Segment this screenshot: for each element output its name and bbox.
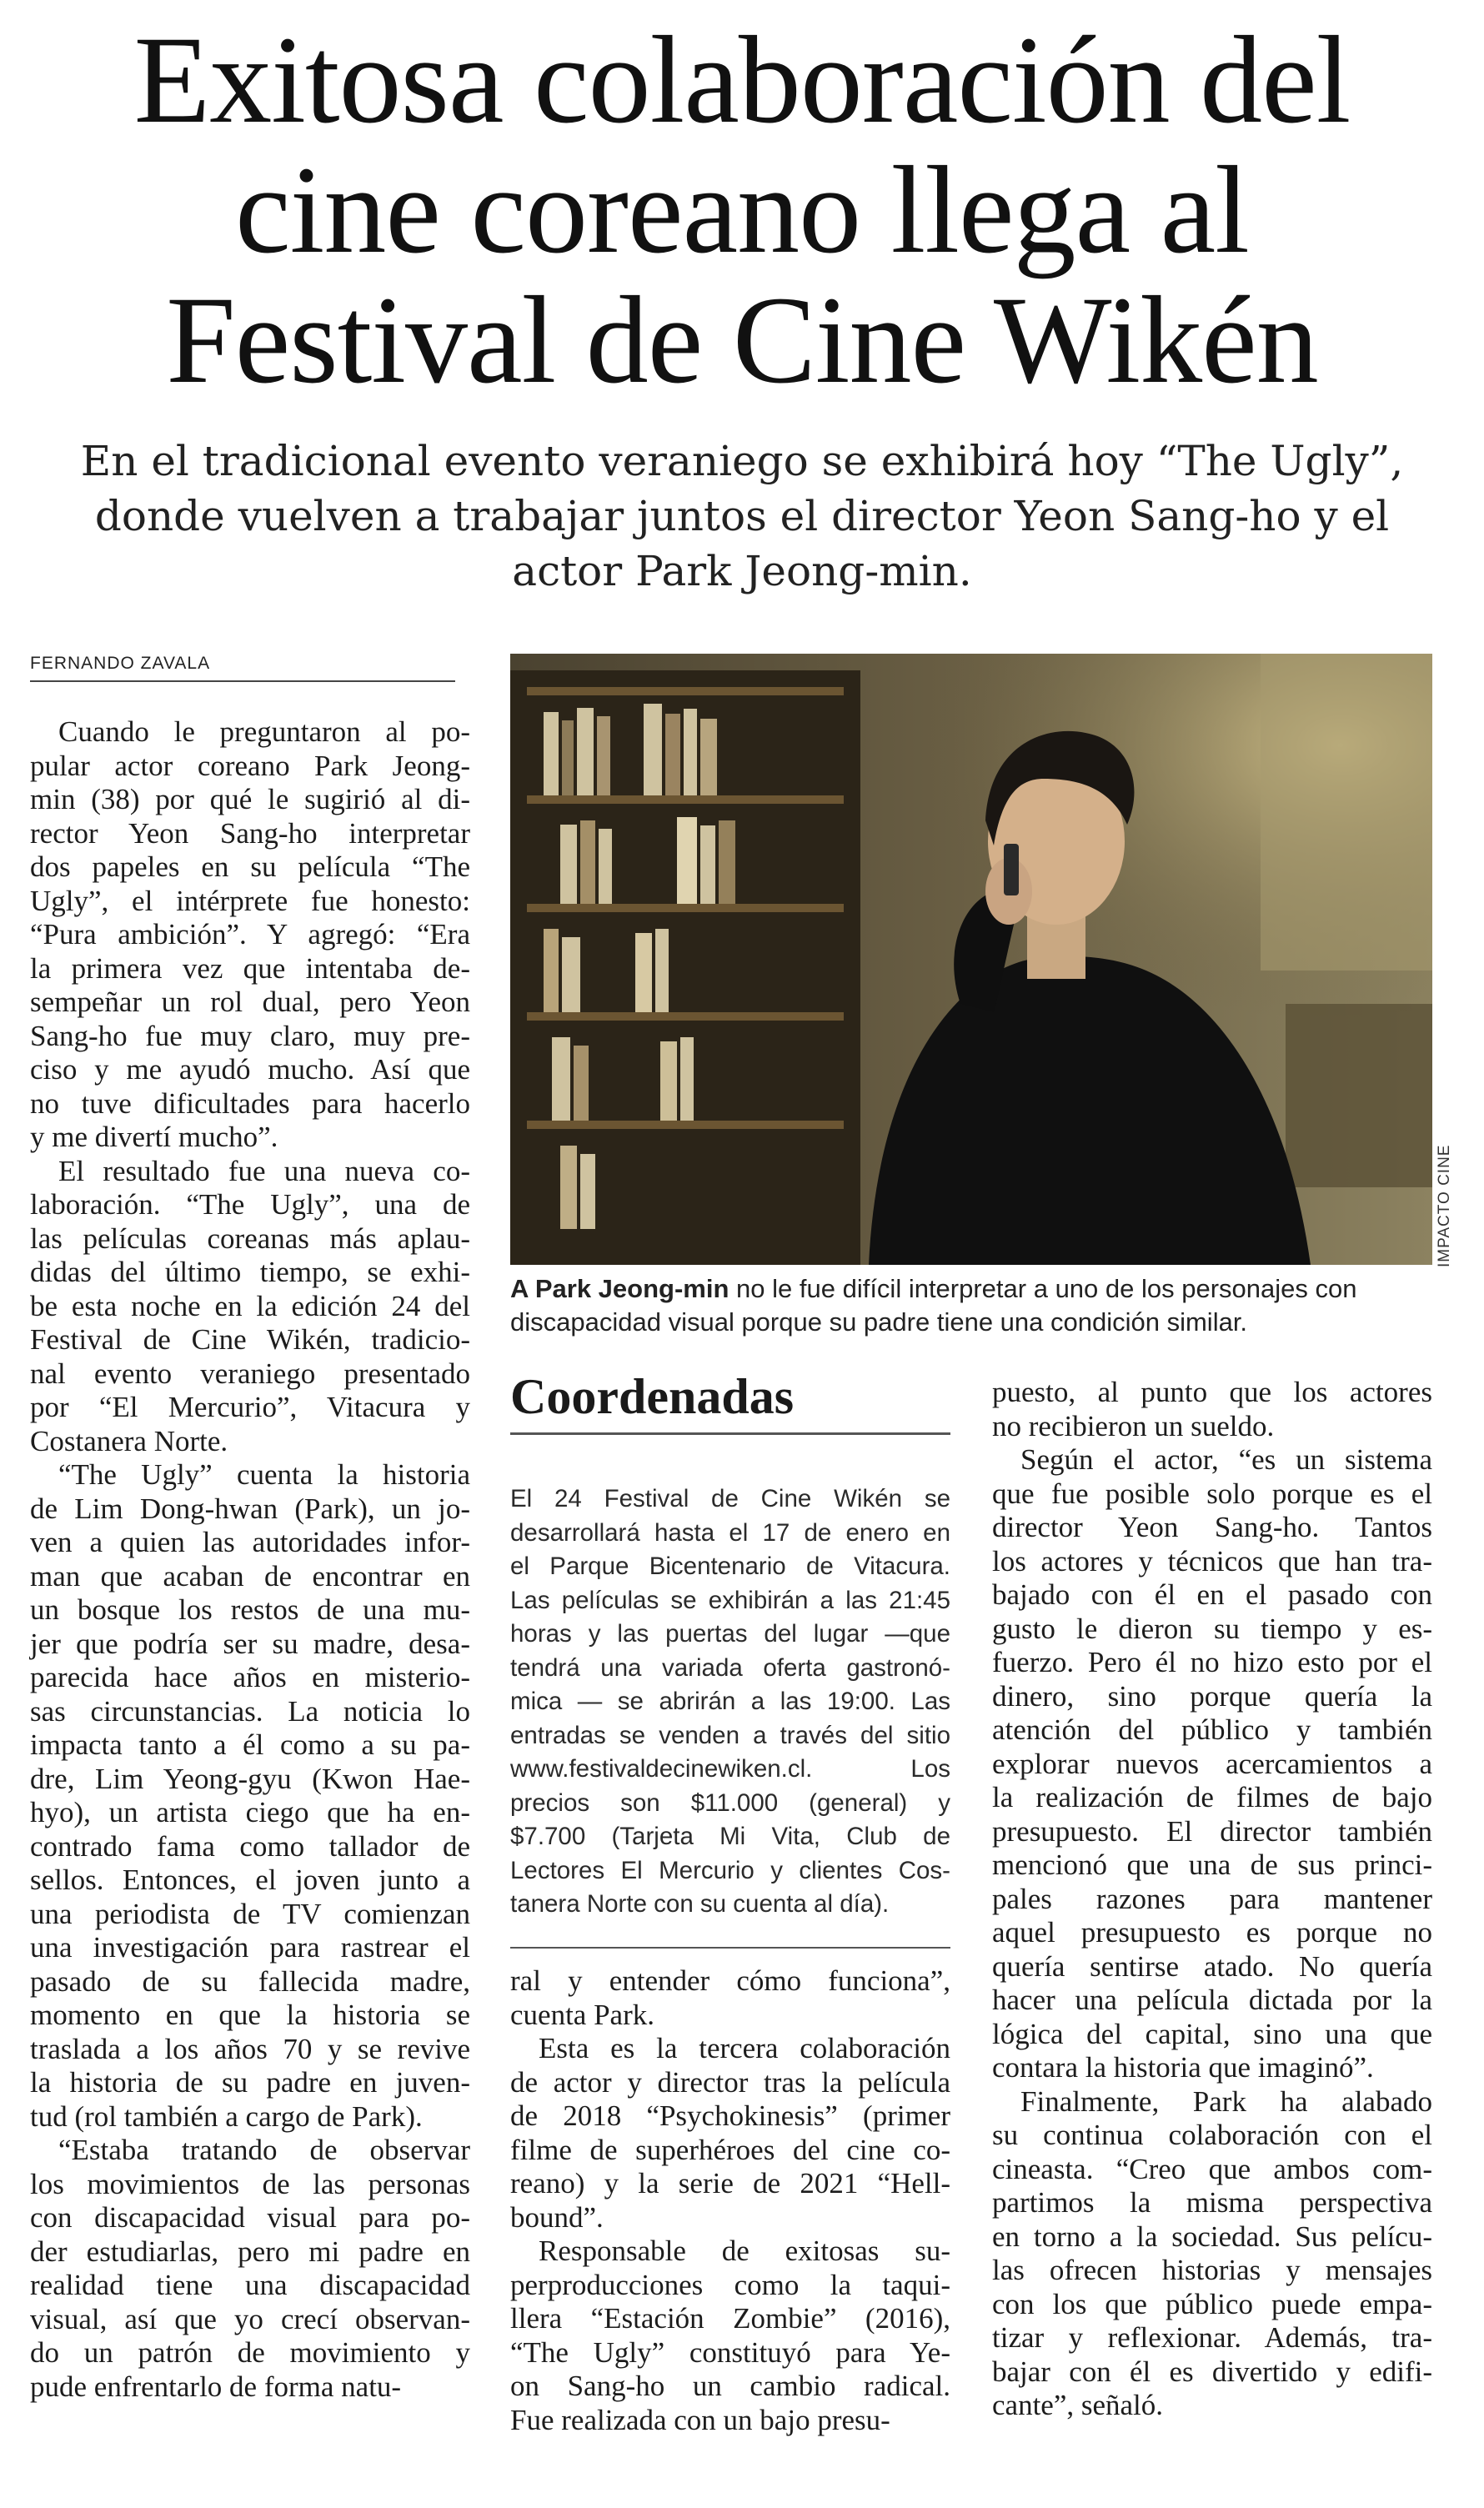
text-line: Sang-ho fue muy claro, muy pre- (30, 1019, 470, 1052)
text-line: cineasta. “Creo que ambos com- (992, 2152, 1432, 2185)
text-line: con discapacidad visual para po- (30, 2201, 470, 2234)
text-line: Festival de Cine Wikén, tradicio- (30, 1323, 470, 1356)
headline-line: cine coreano llega al (235, 141, 1249, 279)
text-line: dos papeles en su película “The (30, 850, 470, 883)
text-line: El resultado fue una nueva co- (58, 1154, 470, 1187)
text-line: puesto, al punto que los actores (992, 1376, 1432, 1408)
photo-illustration (510, 654, 1432, 1265)
text-line: do un patrón de movimiento y (30, 2336, 470, 2369)
text-line: director Yeon Sang-ho. Tantos (992, 1511, 1432, 1543)
text-line: mencionó que una de sus princi- (992, 1848, 1432, 1881)
sidebar-line: desarrollará hasta el 17 de enero en (510, 1518, 950, 1547)
text-line: Según el actor, “es un sistema (1020, 1443, 1432, 1476)
text-line: contrado fama como tallador de (30, 1829, 470, 1863)
text-line: la primera vez que intentaba de- (30, 951, 470, 985)
sidebar-line: horas y las puertas del lugar —que (510, 1620, 950, 1648)
text-line: bajar con él es divertido y edifi- (992, 2355, 1432, 2388)
text-line: con los que público puede empa- (992, 2287, 1432, 2320)
text-line: man que acaban de encontrar en (30, 1559, 470, 1593)
paragraph (30, 1458, 470, 2134)
text-line: una periodista de TV comienzan (30, 1897, 470, 1930)
sidebar-box (510, 1482, 950, 1949)
text-line: pales razones para mantener (992, 1882, 1432, 1915)
sidebar-line: Las películas se exhibirán a las 21:45 (510, 1586, 950, 1614)
text-line: hacer una película dictada por la (992, 1984, 1432, 2016)
paragraph (510, 2032, 950, 2235)
text-line: en torno a la sociedad. Sus pelícu- (992, 2220, 1432, 2253)
text-line: su continua colaboración con el (992, 2119, 1432, 2151)
text-line: parecida hace años en misterio- (30, 1661, 470, 1693)
text-line: min (38) por qué le sugirió al di- (30, 783, 470, 815)
sidebar-line: el Parque Bicentenario de Vitacura. (510, 1552, 950, 1580)
body-column-1 (30, 715, 470, 2404)
text-line: aquel presupuesto es porque no (992, 1916, 1432, 1949)
text-line: momento en que la historia se (30, 1999, 470, 2031)
text-line: por “El Mercurio”, Vitacura y (30, 1391, 470, 1423)
headline (33, 11, 1451, 409)
text-line: fuerzo. Pero él no hizo esto por el (992, 1646, 1432, 1678)
text-line: on Sang-ho un cambio radical. (510, 2370, 950, 2402)
text-line: gusto le dieron su tiempo y es- (992, 1612, 1432, 1645)
text-line: de 2018 “Psychokinesis” (primer (510, 2099, 950, 2132)
text-line: laboración. “The Ugly”, una de (30, 1188, 470, 1221)
text-line: Finalmente, Park ha alabado (1020, 2084, 1432, 2118)
text-line: contara la historia que imaginó”. (992, 2051, 1374, 2084)
paragraph (992, 1443, 1432, 2085)
text-line: que fue posible solo porque es el (992, 1477, 1432, 1510)
text-line: pasado de su fallecida madre, (30, 1964, 470, 1998)
headline-line: Exitosa colaboración del (133, 11, 1351, 149)
text-line: de Lim Dong-hwan (Park), un jo- (30, 1492, 470, 1525)
text-line: presupuesto. El director también (992, 1814, 1432, 1848)
paragraph (30, 1155, 470, 1459)
text-line: perproducciones como la taqui- (510, 2268, 950, 2301)
text-line: pude enfrentarlo de forma natu- (30, 2370, 402, 2403)
text-line: bajado con él en el pasado con (992, 1578, 1432, 1611)
text-line: tizar y reflexionar. Además, tra- (992, 2321, 1432, 2354)
text-line: no tuve dificultades para hacerlo (30, 1086, 470, 1120)
article-photo (510, 654, 1432, 1265)
text-line: “Estaba tratando de observar (58, 2134, 470, 2166)
text-line: “The Ugly” cuenta la historia (58, 1458, 470, 1491)
text-line: impacta tanto a él como a su pa- (30, 1728, 470, 1761)
text-line: la realización de filmes de bajo (992, 1781, 1432, 1813)
caption-line (510, 1272, 1432, 1306)
sidebar-line: tanera Norte con su cuenta al día). (510, 1890, 890, 1918)
text-line: “The Ugly” constituyó para Ye- (510, 2335, 950, 2369)
text-line: un bosque los restos de una mu- (30, 1593, 470, 1626)
text-line: ciso y me ayudó mucho. Así que (30, 1053, 470, 1086)
caption-name: A Park Jeong-min (510, 1274, 729, 1303)
text-line: las películas coreanas más aplau- (30, 1221, 470, 1255)
paragraph (992, 2085, 1432, 2423)
byline: FERNANDO ZAVALA (30, 654, 455, 682)
text-line: y me divertí mucho”. (30, 1121, 278, 1153)
sidebar-line: www.festivaldecinewiken.cl. Los (510, 1755, 950, 1783)
photo-credit: IMPACTO CINE (1436, 1144, 1453, 1267)
text-line: no recibieron un sueldo. (992, 1409, 1275, 1442)
text-line: pular actor coreano Park Jeong- (30, 749, 470, 782)
text-line: Cuando le preguntaron al po- (58, 715, 470, 748)
text-line: der estudiarlas, pero mi padre en (30, 2235, 470, 2268)
text-line: quería sentirse atado. No quería (992, 1949, 1432, 1983)
text-line: ven a quien las autoridades infor- (30, 1526, 470, 1558)
text-line: Esta es la tercera colaboración (539, 2032, 950, 2064)
text-line: cuenta Park. (510, 1998, 654, 2031)
text-line: atención del público y también (992, 1713, 1432, 1746)
text-line: filme de superhéroes del cine co- (510, 2133, 950, 2166)
text-line: Costanera Norte. (30, 1424, 228, 1457)
text-line: dinero, sino porque quería la (992, 1679, 1432, 1713)
text-line: los movimientos de las personas (30, 2167, 470, 2200)
text-line: bound”. (510, 2200, 604, 2234)
text-line: rector Yeon Sang-ho interpretar (30, 816, 470, 850)
paragraph (30, 2134, 470, 2404)
sidebar-line: tendrá una variada oferta gastronó- (510, 1653, 950, 1682)
sidebar-line: mica — se abrirán a las 19:00. Las (510, 1688, 950, 1715)
subheadline-line: En el tradicional evento veraniego se exhibirá hoy “The Ugly”, (80, 437, 1404, 485)
text-line: Responsable de exitosas su- (539, 2235, 950, 2267)
sidebar-line: El 24 Festival de Cine Wikén se (510, 1485, 950, 1512)
text-line: partimos la misma perspectiva (992, 2186, 1432, 2219)
text-line: jer que podría ser su madre, desa- (30, 1627, 470, 1660)
text-line: ral y entender cómo funciona”, (510, 1964, 950, 1997)
text-line: be esta noche en la edición 24 del (30, 1289, 470, 1322)
paragraph (992, 1376, 1432, 1443)
text-line: didas del último tiempo, se exhi- (30, 1256, 470, 1288)
text-line: visual, así que yo crecí observan- (30, 2302, 470, 2335)
text-line: los actores y técnicos que han tra- (992, 1544, 1432, 1578)
sidebar-line: $7.700 (Tarjeta Mi Vita, Club de (510, 1823, 950, 1850)
subheadline-line: donde vuelven a trabajar juntos el director Yeon Sang-ho y el (94, 492, 1390, 540)
paragraph (30, 715, 470, 1155)
body-column-2 (510, 1964, 950, 2437)
subheadline-line: actor Park Jeong-min. (512, 547, 972, 595)
text-line: la historia de su padre en juven- (30, 2066, 470, 2099)
text-line: Ugly”, el intérprete fue honesto: (30, 884, 470, 917)
paragraph (510, 2235, 950, 2437)
body-column-3 (992, 1376, 1432, 2423)
text-line: Fue realizada con un bajo presu- (510, 2403, 890, 2436)
text-line: lógica del capital, sino una que (992, 2017, 1432, 2050)
text-line: sempeñar un rol dual, pero Yeon (30, 986, 470, 1018)
text-line: tud (rol también a cargo de Park). (30, 2099, 423, 2133)
text-line: de actor y director tras la película (510, 2065, 950, 2099)
text-line: sas circunstancias. La noticia lo (30, 1694, 470, 1728)
text-line: cante”, señaló. (992, 2389, 1164, 2421)
text-line: sellos. Entonces, el joven junto a (30, 1863, 470, 1896)
photo-caption (510, 1272, 1432, 1339)
text-line: nal evento veraniego presentado (30, 1357, 470, 1390)
text-line: realidad tiene una discapacidad (30, 2269, 470, 2301)
text-line: explorar nuevos acercamientos a (992, 1747, 1432, 1780)
text-line: una investigación para rastrear el (30, 1931, 470, 1964)
text-line: reano) y la serie de 2021 “Hell- (510, 2167, 950, 2200)
text-line: dre, Lim Yeong-gyu (Kwon Hae- (30, 1762, 470, 1795)
sidebar-line: Lectores El Mercurio y clientes Cos- (510, 1856, 950, 1884)
text-line: llera “Estación Zombie” (2016), (510, 2302, 950, 2335)
sidebar-title: Coordenadas (510, 1367, 950, 1435)
sidebar-line: entradas se venden a través del sitio (510, 1721, 950, 1749)
caption-text: no le fue difícil interpretar a uno de los personajes con (729, 1274, 1357, 1303)
text-line: hyo), un artista ciego que ha en- (30, 1796, 470, 1828)
text-line: “Pura ambición”. Y agregó: “Era (30, 918, 470, 951)
paragraph (510, 1964, 950, 2032)
text-line: las ofrecen historias y mensajes (992, 2254, 1432, 2286)
caption-line: discapacidad visual porque su padre tiene una condición similar. (510, 1307, 1248, 1337)
sidebar-line: precios son $11.000 (general) y (510, 1788, 950, 1817)
headline-line: Festival de Cine Wikén (166, 271, 1318, 409)
text-line: traslada a los años 70 y se revive (30, 2032, 470, 2065)
subheadline (33, 434, 1451, 599)
